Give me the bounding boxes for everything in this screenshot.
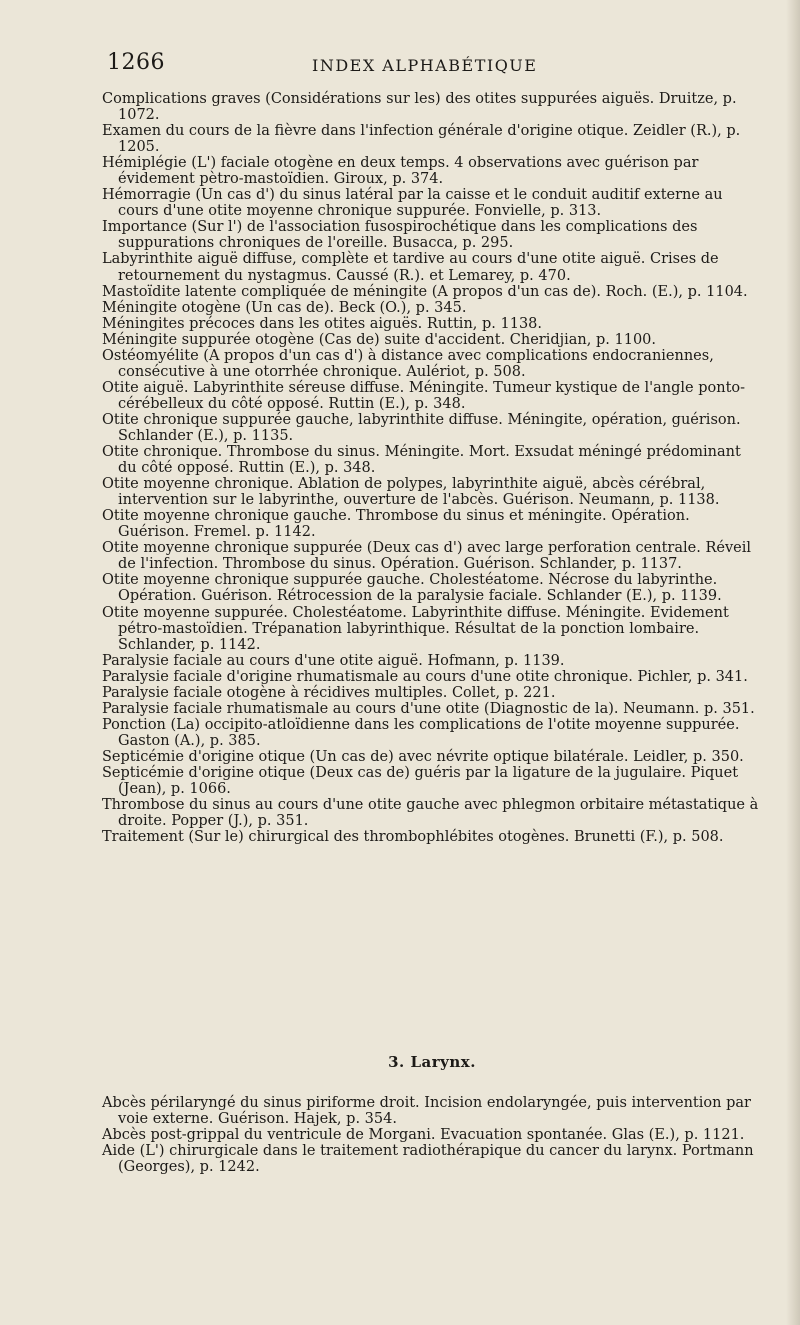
index-entry: Labyrinthite aiguë diffuse, complète et tardive au cours d'une otite aiguë. Crises de retournement du nystagmus. Caussé (R.). et Lemarey, p. 470. <box>102 251 719 284</box>
index-entry: Septicémie d'origine otique (Un cas de) avec névrite optique bilatérale. Leidler, p. 350. <box>102 748 744 765</box>
page-edge-shadow <box>786 0 800 1325</box>
page-header <box>107 50 767 80</box>
index-entry: Abcès post-grippal du ventricule de Morgani. Evacuation spontanée. Glas (E.), p. 1121. <box>102 1127 745 1144</box>
index-entry: Hémorragie (Un cas d') du sinus latéral par la caisse et le conduit auditif externe au cours d'une otite moyenne chronique suppurée. Fonvielle, p. 313. <box>102 187 723 220</box>
index-entry: Otite moyenne chronique suppurée gauche. Cholestéatome. Nécrose du labyrinthe. Opération. Guérison. Rétrocession de la paralysie faciale. Schlander (E.), p. 1139. <box>102 572 722 605</box>
index-entry: Paralysie faciale otogène à récidives multiples. Collet, p. 221. <box>102 684 556 701</box>
index-entry: Traitement (Sur le) chirurgical des thrombophlébites otogènes. Brunetti (F.), p. 508. <box>102 829 724 846</box>
index-section-larynx <box>102 1095 762 1175</box>
index-entry: Complications graves (Considérations sur les) des otites suppurées aiguës. Druitze, p. 1072. <box>102 91 737 124</box>
index-entry: Aide (L') chirurgicale dans le traitement radiothérapique du cancer du larynx. Portmann (Georges), p. 1242. <box>102 1143 754 1176</box>
index-entry: Ostéomyélite (A propos d'un cas d') à distance avec complications endocraniennes, consécutive à une otorrhée chronique. Aulériot, p. 508. <box>102 347 714 380</box>
index-entry: Septicémie d'origine otique (Deux cas de) guéris par la ligature de la jugulaire. Piquet (Jean), p. 1066. <box>102 764 739 798</box>
index-entry: Méningite suppurée otogène (Cas de) suite d'accident. Cheridjian, p. 1100. <box>102 331 657 348</box>
index-entry: Paralysie faciale au cours d'une otite aiguë. Hofmann, p. 1139. <box>102 652 565 669</box>
index-entry: Abcès périlaryngé du sinus piriforme droit. Incision endolaryngée, puis intervention par voie externe. Guérison. Hajek, p. 354. <box>102 1095 751 1128</box>
index-entry: Examen du cours de la fièvre dans l'infection générale d'origine otique. Zeidler (R.), p. 1205. <box>102 123 741 156</box>
index-entry: Otite moyenne chronique gauche. Thrombose du sinus et méningite. Opération. Guérison. Fremel. p. 1142. <box>102 508 690 541</box>
index-entry: Méningite otogène (Un cas de). Beck (O.), p. 345. <box>102 299 467 316</box>
index-entry: Importance (Sur l') de l'association fusospirochétique dans les complications des suppurations chroniques de l'oreille. Busacca, p. 295. <box>102 219 698 252</box>
index-entry: Mastoïdite latente compliquée de méningite (A propos d'un cas de). Roch. (E.), p. 1104. <box>102 283 748 300</box>
index-entry: Paralysie faciale d'origine rhumatismale au cours d'une otite chronique. Pichler, p. 341. <box>102 668 748 685</box>
index-entry: Otite chronique. Thrombose du sinus. Méningite. Mort. Exsudat méningé prédominant du côté opposé. Ruttin (E.), p. 348. <box>102 444 741 477</box>
index-entry: Thrombose du sinus au cours d'une otite gauche avec phlegmon orbitaire métastatique à droite. Popper (J.), p. 351. <box>102 797 759 830</box>
index-entry: Otite moyenne suppurée. Cholestéatome. Labyrinthite diffuse. Méningite. Evidement pétro-mastoïdien. Trépanation labyrinthique. Résultat de la ponction lombaire. Schlander, p. 1142. <box>102 604 729 653</box>
index-entry: Ponction (La) occipito-atloïdienne dans les complications de l'otite moyenne suppurée. Gaston (A.), p. 385. <box>102 716 740 749</box>
index-section-otology <box>102 91 762 845</box>
page-number: 1266 <box>107 50 165 75</box>
index-entry: Otite aiguë. Labyrinthite séreuse diffuse. Méningite. Tumeur kystique de l'angle ponto-cérébelleux du côté opposé. Ruttin (E.), p. 348. <box>102 379 746 412</box>
index-entry: Méningites précoces dans les otites aiguës. Ruttin, p. 1138. <box>102 315 543 332</box>
index-entry: Paralysie faciale rhumatismale au cours d'une otite (Diagnostic de la). Neumann. p. 351. <box>102 700 755 717</box>
section-heading-larynx: 3. Larynx. <box>388 1053 476 1071</box>
index-entry: Otite chronique suppurée gauche, labyrinthite diffuse. Méningite, opération, guérison. Schlander (E.), p. 1135. <box>102 411 741 444</box>
running-title: INDEX ALPHABÉTIQUE <box>312 56 538 75</box>
index-entry: Otite moyenne chronique suppurée (Deux cas d') avec large perforation centrale. Réveil de l'infection. Thrombose du sinus. Opération. Guérison. Schlander, p. 1137. <box>102 540 751 573</box>
index-entry: Otite moyenne chronique. Ablation de polypes, labyrinthite aiguë, abcès cérébral, intervention sur le labyrinthe, ouverture de l'abcès. Guérison. Neumann, p. 1138. <box>102 476 720 509</box>
index-entry: Hémiplégie (L') faciale otogène en deux temps. 4 observations avec guérison par évidement pètro-mastoïdien. Giroux, p. 374. <box>102 155 699 188</box>
